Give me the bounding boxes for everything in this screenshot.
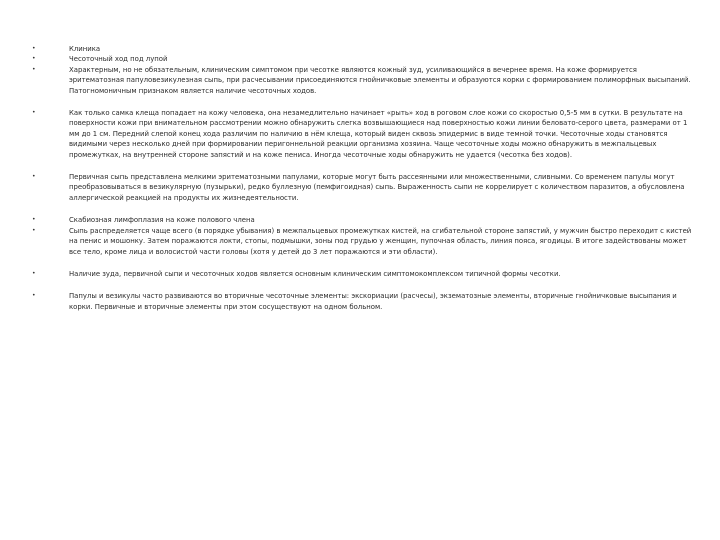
list-item bbox=[32, 65, 692, 96]
list-item-text: Сыпь распределяется чаще всего (в порядке убывания) в межпальцевых промежутках кистей, на сгибательной стороне запястий, у мужчин быстро переходит с кистей на пенис и мошонку. Затем поражаются локти, стопы, подмышки, зоны под грудью у женщин, пупочная область, линия пояса, ягодицы. В итоге задействованы может все тело, кроме лица и волосистой части головы (хотя у детей до 3 лет поражаются и эти области). bbox=[69, 226, 692, 256]
bullet-icon: • bbox=[32, 269, 36, 277]
list-item-text: Как только самка клеща попадает на кожу человека, она незамедлительно начинает «рыть» ход в роговом слое кожи со скоростью 0,5-5 мм в сутки. В результате на поверхности кожи при внимательном рассмотрении можно обнаружить слегка возвышающиеся над поверхностью кожи линии беловато-серого цвета, размерами от 1 мм до 1 см. Передний слепой конец хода различим по наличию в нём клеща, который виден сквозь эпидермис в виде темной точки. Чесоточные ходы становятся видимыми через несколько дней при формировании перигоннельной реакции организма хозяина. Чаще чесоточные ходы можно обнаружить в межпальцевых промежутках, на внутренней стороне запястий и на коже пениса. Иногда чесоточные ходы обнаружить не удается (чесотка без ходов). bbox=[69, 109, 688, 159]
bullet-icon: • bbox=[32, 45, 36, 52]
list-item bbox=[32, 291, 692, 312]
bullet-group-4 bbox=[32, 215, 692, 257]
list-item-text: Папулы и везикулы часто развиваются во вторичные чесоточные элементы: экскориации (расчесы), экзематозные элементы, вторичные гнойничковые высыпания и корки. Первичные и вторичные элементы при этом сосуществуют на одном больном. bbox=[69, 292, 677, 311]
list-item bbox=[32, 108, 692, 160]
list-item-text: Характерным, но не обязательным, клиническим симптомом при чесотке являются кожный зуд, усиливающийся в вечернее время. На коже формируется эритематозная папуловезикулезная сыпь, при расчесывании присоединяются гнойничковые элементы и образуются корки с формированием полиморфных высыпаний. Патогномоничным признаком является наличие чесоточных ходов. bbox=[69, 65, 691, 95]
list-item bbox=[32, 172, 692, 203]
content-area bbox=[32, 44, 692, 312]
bullet-group-1 bbox=[32, 44, 692, 96]
bullet-group-3 bbox=[32, 172, 692, 203]
list-item-text: Скабиозная лимфоплазия на коже полового члена bbox=[69, 216, 255, 225]
list-item bbox=[32, 44, 692, 54]
list-item-text: Наличие зуда, первичной сыпи и чесоточных ходов является основным клиническим симптомокомплексом типичной формы чесотки. bbox=[69, 269, 561, 278]
list-item bbox=[32, 226, 692, 257]
bullet-icon: • bbox=[32, 173, 36, 181]
bullet-icon: • bbox=[32, 292, 36, 300]
bullet-icon: • bbox=[32, 226, 36, 234]
list-item bbox=[32, 215, 692, 225]
bullet-group-5 bbox=[32, 269, 692, 279]
list-item-text: Чесоточный ход под лупой bbox=[69, 55, 168, 64]
bullet-icon: • bbox=[32, 55, 36, 63]
list-item bbox=[32, 54, 692, 64]
bullet-group-6 bbox=[32, 291, 692, 312]
list-item bbox=[32, 269, 692, 279]
bullet-icon: • bbox=[32, 65, 36, 73]
list-item-text: Клиника bbox=[69, 45, 101, 53]
bullet-icon: • bbox=[32, 216, 36, 224]
list-item-text: Первичная сыпь представлена мелкими эритематозными папулами, которые могут быть рассеянными или множественными, сливными. Со временем папулы могут преобразовываться в везикулярную (пузырьки), редко буллезную (пемфигоидная) сыпь. Выраженность сыпи не коррелирует с количеством паразитов, а обусловлена аллергической реакцией на продукты их жизнедеятельности. bbox=[69, 173, 685, 202]
bullet-icon: • bbox=[32, 109, 36, 117]
bullet-group-2 bbox=[32, 108, 692, 160]
